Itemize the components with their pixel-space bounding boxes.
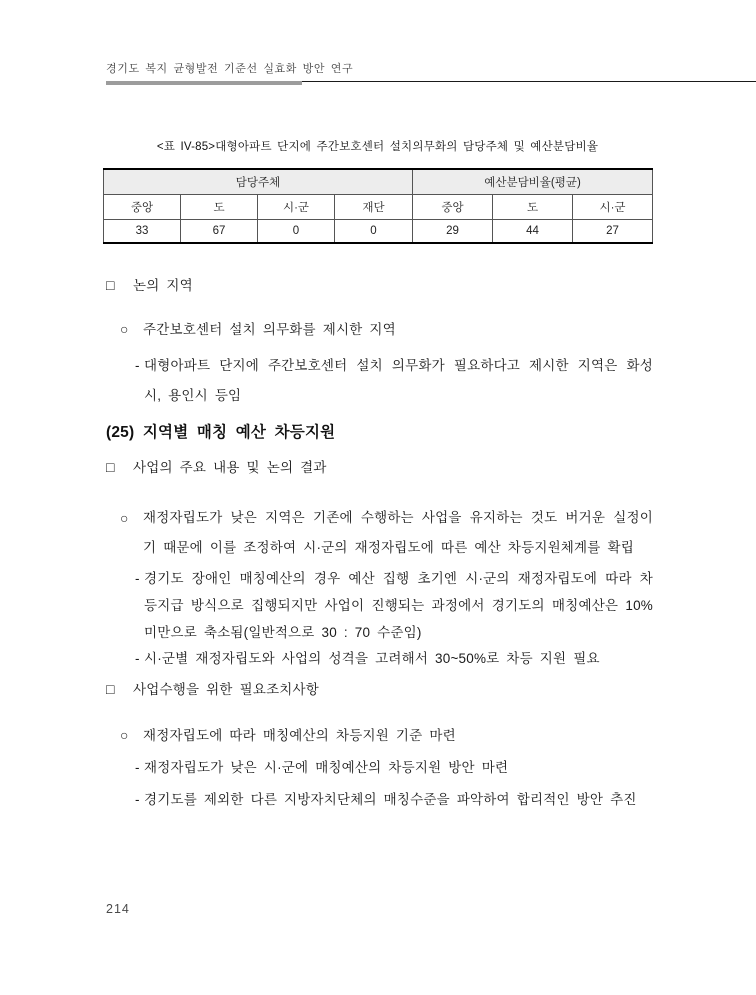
discussion-item — [120, 321, 396, 338]
detail-text: 대형아파트 단지에 주간보호센터 설치 의무화가 필요하다고 제시한 지역은 화성시, 용인시 등임 — [144, 358, 653, 403]
dash-bullet-icon: - — [135, 760, 140, 775]
col-header: 시·군 — [573, 195, 653, 220]
content-heading — [106, 459, 327, 476]
section25-item2-detail2 — [135, 791, 653, 808]
table-cell: 67 — [181, 220, 258, 244]
table-column-header-row — [104, 195, 653, 220]
col-header: 중앙 — [413, 195, 493, 220]
table-group-header-row — [104, 169, 653, 195]
dash-bullet-icon: - — [135, 571, 140, 586]
heading-text: 사업의 주요 내용 및 논의 결과 — [133, 460, 327, 475]
section25-item1-detail2 — [135, 650, 653, 667]
budget-share-table — [103, 168, 653, 244]
dash-bullet-icon: - — [135, 358, 140, 373]
item-text: 주간보호센터 설치 의무화를 제시한 지역 — [143, 322, 396, 337]
action-heading — [106, 681, 319, 698]
box-bullet-icon: □ — [106, 277, 115, 293]
table-caption: <표 IV-85>대형아파트 단지에 주간보호센터 설치의무화의 담당주체 및 예산분담비율 — [156, 141, 599, 153]
section25-item2-detail1 — [135, 759, 653, 776]
detail-text: 경기도를 제외한 다른 지방자치단체의 매칭수준을 파악하여 합리적인 방안 추진 — [144, 792, 637, 807]
detail-text: 경기도 장애인 매칭예산의 경우 예산 집행 초기엔 시·군의 재정자립도에 따라 차등지급 방식으로 집행되지만 사업이 진행되는 과정에서 경기도의 매칭예산은 10%미만으로 축소됨(일반적으로 30 : 70 수준임) — [144, 571, 653, 640]
table-cell: 44 — [493, 220, 573, 244]
heading-text: 사업수행을 위한 필요조치사항 — [133, 682, 320, 697]
table-cell: 29 — [413, 220, 493, 244]
box-bullet-icon: □ — [106, 681, 115, 697]
box-bullet-icon: □ — [106, 459, 115, 475]
circle-bullet-icon: ○ — [120, 510, 129, 526]
col-header: 재단 — [335, 195, 413, 220]
detail-text: 재정자립도가 낮은 시·군에 매칭예산의 차등지원 방안 마련 — [144, 760, 509, 775]
col-header: 시·군 — [258, 195, 335, 220]
dash-bullet-icon: - — [135, 651, 140, 666]
table-value-row — [104, 220, 653, 244]
section25-item1 — [120, 503, 653, 563]
table-cell: 0 — [258, 220, 335, 244]
page-number: 214 — [106, 902, 130, 916]
heading-text: 논의 지역 — [133, 278, 193, 293]
circle-bullet-icon: ○ — [120, 727, 129, 743]
discussion-region-heading — [106, 277, 193, 294]
section25-item1-detail1 — [135, 565, 653, 646]
section25-item2 — [120, 727, 456, 744]
dash-bullet-icon: - — [135, 792, 140, 807]
table-cell: 0 — [335, 220, 413, 244]
circle-bullet-icon: ○ — [120, 321, 129, 337]
table-cell: 33 — [104, 220, 181, 244]
discussion-detail — [135, 351, 653, 411]
item-text: 재정자립도에 따라 매칭예산의 차등지원 기준 마련 — [143, 728, 456, 743]
col-header: 중앙 — [104, 195, 181, 220]
group-header-budget-ratio: 예산분담비율(평균) — [413, 169, 653, 195]
header-rule-accent-bar — [106, 81, 302, 85]
item-text: 재정자립도가 낮은 지역은 기존에 수행하는 사업을 유지하는 것도 버거운 실정이기 때문에 이를 조정하여 시·군의 재정자립도에 따른 예산 차등지원체계를 확립 — [143, 510, 653, 555]
col-header: 도 — [181, 195, 258, 220]
table-cell: 27 — [573, 220, 653, 244]
detail-text: 시·군별 재정자립도와 사업의 성격을 고려해서 30~50%로 차등 지원 필요 — [144, 651, 600, 666]
running-header-title: 경기도 복지 균형발전 기준선 실효화 방안 연구 — [106, 63, 354, 75]
group-header-subject: 담당주체 — [104, 169, 413, 195]
col-header: 도 — [493, 195, 573, 220]
section-25-title: (25) 지역별 매칭 예산 차등지원 — [106, 424, 336, 441]
